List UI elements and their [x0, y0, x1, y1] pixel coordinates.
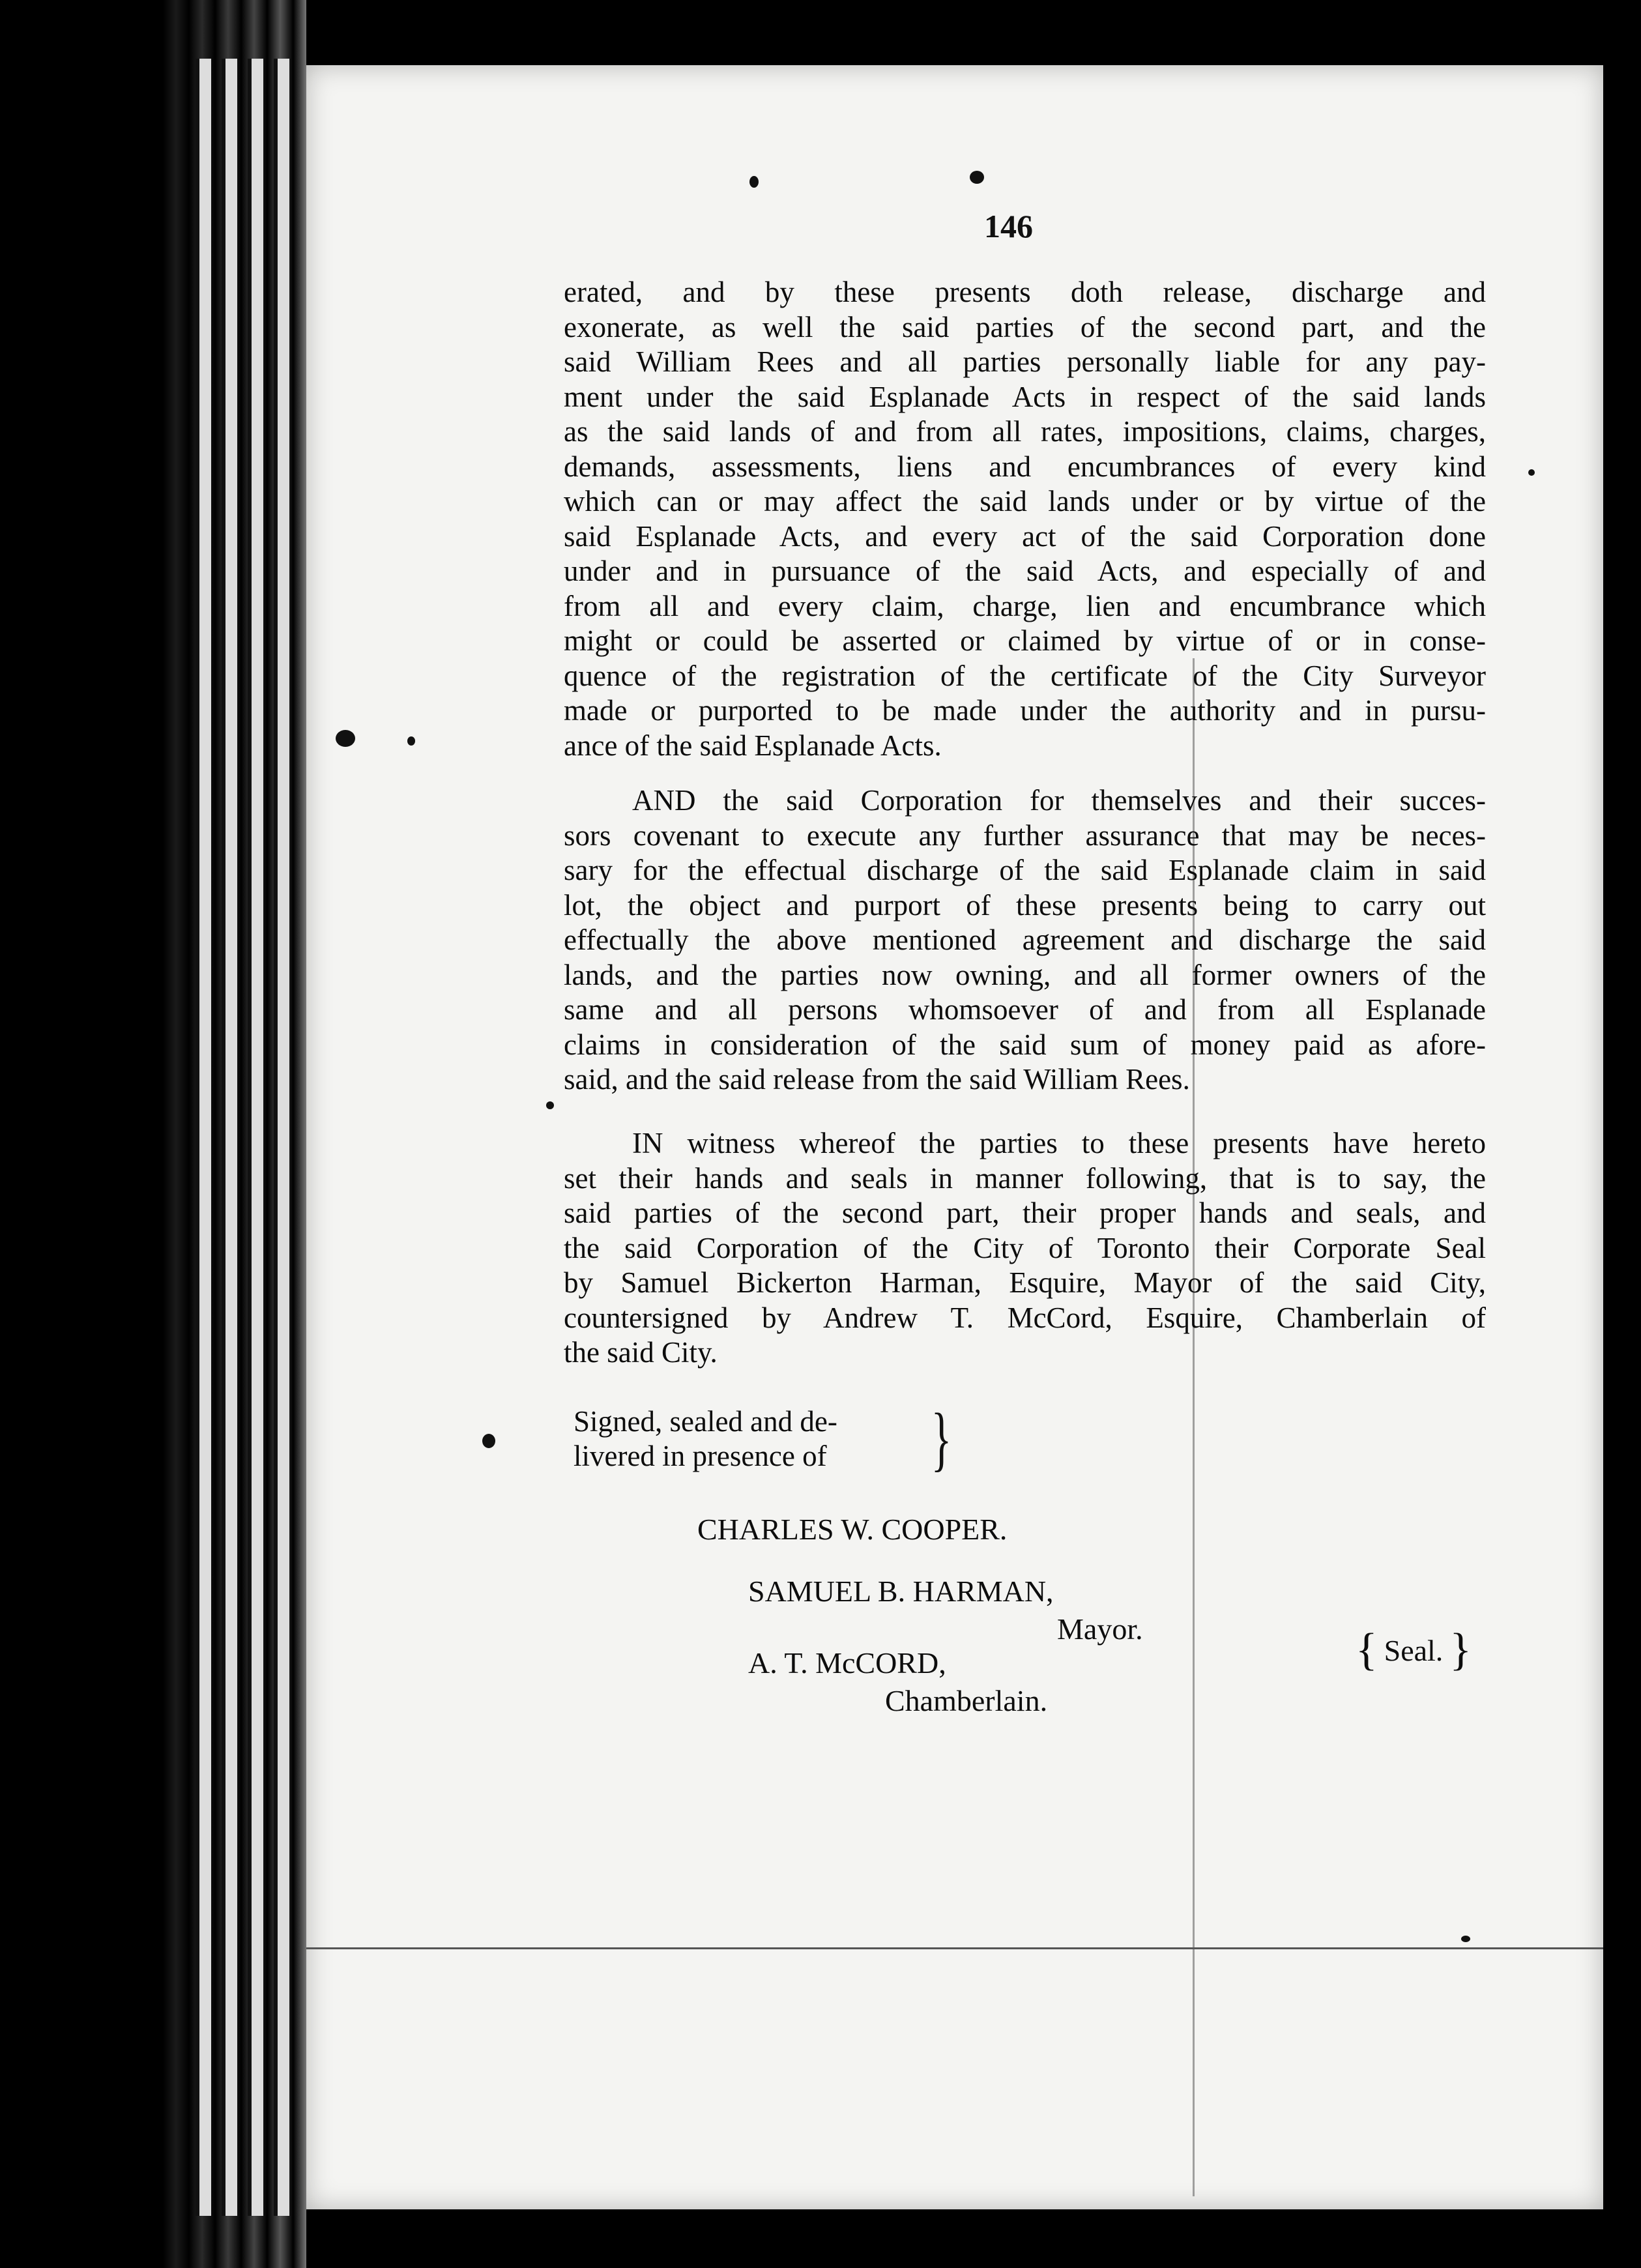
paragraph-text — [564, 783, 1486, 1098]
scan-speck — [482, 1434, 495, 1448]
right-brace: } — [1449, 1625, 1472, 1675]
text-line: countersigned by Andrew T. McCord, Esquire, Chamberlain of — [564, 1301, 1486, 1334]
text-line: AND the said Corporation for themselves and their succes- — [632, 784, 1486, 817]
scan-speck — [970, 171, 984, 184]
text-line: effectually the above mentioned agreement and discharge the said — [564, 923, 1486, 956]
text-line: might or could be asserted or claimed by virtue of or in conse- — [564, 624, 1486, 657]
text-line: same and all persons whomsoever of and from all Esplanade — [564, 993, 1486, 1026]
seal-mark — [1356, 1624, 1472, 1676]
text-line: claims in consideration of the said sum of money paid as afore- — [564, 1028, 1486, 1061]
text-line: ance of the said Esplanade Acts. — [564, 729, 942, 762]
page-stack-edge — [274, 59, 289, 2216]
text-line: said, and the said release from the said William Rees. — [564, 1063, 1190, 1096]
page-number: 146 — [984, 208, 1033, 244]
scan-speck — [749, 176, 759, 188]
scan-speck — [546, 1101, 554, 1109]
signed-line: Signed, sealed and de- — [574, 1405, 837, 1438]
signed-line: livered in presence of — [574, 1440, 827, 1472]
text-line: lot, the object and purport of these presents being to carry out — [564, 888, 1486, 922]
left-brace: { — [1356, 1625, 1378, 1675]
seal-label: Seal. — [1384, 1633, 1444, 1667]
text-line: lands, and the parties now owning, and all former owners of the — [564, 958, 1486, 991]
horizontal-rule — [306, 1947, 1603, 1949]
text-line: made or purported to be made under the authority and in pursu- — [564, 694, 1486, 727]
text-line: quence of the registration of the certificate of the City Surveyor — [564, 659, 1486, 692]
text-line: sary for the effectual discharge of the said Esplanade claim in said — [564, 854, 1486, 886]
scan-speck — [1528, 469, 1535, 476]
text-line: demands, assessments, liens and encumbrances of every kind — [564, 450, 1486, 483]
mayor-title: Mayor. — [1057, 1612, 1143, 1646]
page-stack-edge — [248, 59, 263, 2216]
page-right-border — [1603, 65, 1641, 2209]
text-line: erated, and by these presents doth release, discharge and — [564, 276, 1486, 308]
text-line: under and in pursuance of the said Acts, and especially of and — [564, 555, 1486, 587]
text-line: said parties of the second part, their proper hands and seals, and — [564, 1197, 1486, 1229]
right-brace: } — [931, 1399, 952, 1478]
text-line: said William Rees and all parties personally liable for any pay- — [564, 345, 1486, 378]
mayor-signature: SAMUEL B. HARMAN, — [748, 1575, 1054, 1608]
paragraph-text — [564, 275, 1486, 763]
paragraph-text — [564, 1126, 1486, 1371]
signed-sealed-note — [574, 1404, 837, 1474]
scan-speck — [1461, 1936, 1470, 1942]
witness-signature: CHARLES W. COOPER. — [697, 1513, 1008, 1546]
scan-speck — [336, 730, 355, 747]
scan-speck — [407, 736, 415, 746]
text-line: from all and every claim, charge, lien and encumbrance which — [564, 589, 1486, 622]
text-line: exonerate, as well the said parties of the second part, and the — [564, 310, 1486, 343]
text-line: by Samuel Bickerton Harman, Esquire, Mayor of the said City, — [564, 1266, 1486, 1299]
text-line: the said Corporation of the City of Toronto their Corporate Seal — [564, 1231, 1486, 1264]
page-stack-edge — [196, 59, 211, 2216]
text-line: as the said lands of and from all rates, impositions, claims, charges, — [564, 415, 1486, 448]
paragraph-covenant — [564, 783, 1486, 1098]
paragraph-witness — [564, 1126, 1486, 1371]
text-line: ment under the said Esplanade Acts in respect of the said lands — [564, 380, 1486, 413]
page-stack-edge — [222, 59, 237, 2216]
text-line: sors covenant to execute any further assurance that may be neces- — [564, 819, 1486, 852]
text-line: set their hands and seals in manner following, that is to say, the — [564, 1161, 1486, 1195]
chamberlain-signature: A. T. McCORD, — [748, 1646, 946, 1679]
text-line: the said City. — [564, 1336, 718, 1369]
text-line: IN witness whereof the parties to these presents have hereto — [632, 1127, 1486, 1159]
paragraph-release — [564, 275, 1486, 763]
text-line: which can or may affect the said lands under or by virtue of the — [564, 485, 1486, 517]
chamberlain-title: Chamberlain. — [885, 1684, 1048, 1717]
text-line: said Esplanade Acts, and every act of the said Corporation done — [564, 519, 1486, 553]
page-bottom-border — [306, 2209, 1641, 2268]
